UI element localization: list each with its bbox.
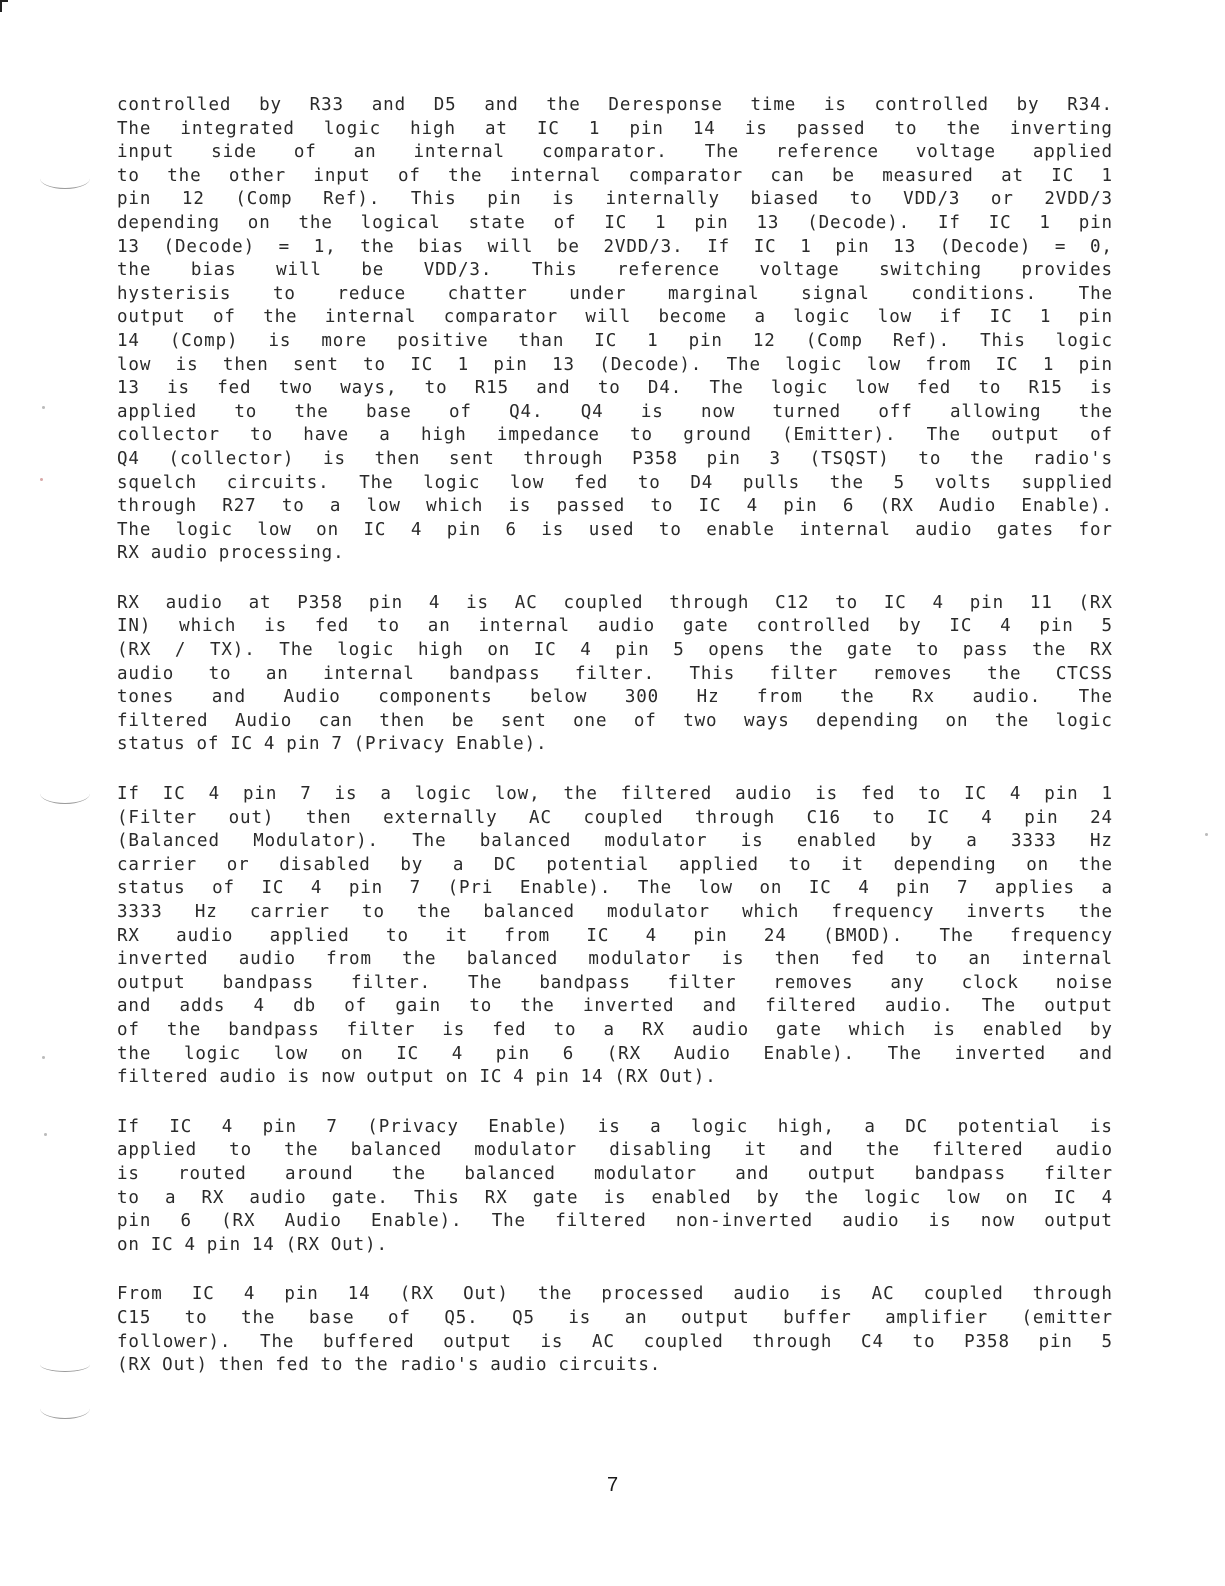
text-line: the logic low on IC 4 pin 6 (RX Audio Enable). The inverted and [117, 1043, 1113, 1064]
text-line: to the other input of the internal comparator can be measured at IC 1 [117, 165, 1113, 186]
text-line: depending on the logical state of IC 1 pin 13 (Decode). If IC 1 pin [117, 212, 1113, 233]
text-line: RX audio processing. [117, 543, 345, 564]
text-line: audio to an internal bandpass filter. This filter removes the CTCSS [117, 663, 1113, 684]
text-line: and adds 4 db of gain to the inverted and filtered audio. The output [117, 996, 1113, 1017]
page-number: 7 [606, 1474, 619, 1496]
paragraph [117, 94, 1113, 566]
text-line: 13 (Decode) = 1, the bias will be 2VDD/3. If IC 1 pin 13 (Decode) = 0, [117, 236, 1113, 257]
text-line: output bandpass filter. The bandpass filter removes any clock noise [117, 972, 1113, 993]
text-line: C15 to the base of Q5. Q5 is an output buffer amplifier (emitter [117, 1307, 1113, 1328]
text-line: is routed around the balanced modulator and output bandpass filter [117, 1163, 1113, 1184]
text-line: 3333 Hz carrier to the balanced modulator which frequency inverts the [117, 902, 1113, 922]
text-line: through R27 to a low which is passed to IC 4 pin 6 (RX Audio Enable). [117, 496, 1113, 517]
paragraph [117, 592, 1113, 757]
text-line: (Balanced Modulator). The balanced modulator is enabled by a 3333 Hz [117, 831, 1113, 852]
text-line: controlled by R33 and D5 and the Deresponse time is controlled by R34. [117, 95, 1113, 115]
text-line: pin 6 (RX Audio Enable). The filtered non-inverted audio is now output [117, 1211, 1113, 1232]
text-line: IN) which is fed to an internal audio gate controlled by IC 4 pin 5 [117, 616, 1113, 637]
binder-hole-mark [40, 1357, 90, 1372]
text-line: carrier or disabled by a DC potential applied to it depending on the [117, 854, 1113, 875]
text-line: pin 12 (Comp Ref). This pin is internally biased to VDD/3 or 2VDD/3 [117, 189, 1113, 210]
text-line: If IC 4 pin 7 (Privacy Enable) is a logic high, a DC potential is [117, 1116, 1113, 1137]
scan-corner-mark [0, 0, 8, 12]
text-line: of the bandpass filter is fed to a RX audio gate which is enabled by [117, 1019, 1113, 1040]
binder-hole-mark [40, 168, 90, 189]
text-line: collector to have a high impedance to ground (Emitter). The output of [117, 425, 1113, 446]
text-line: If IC 4 pin 7 is a logic low, the filtered audio is fed to IC 4 pin 1 [117, 784, 1113, 805]
scan-speck [44, 1133, 47, 1136]
binder-hole-mark [40, 783, 90, 804]
text-line: squelch circuits. The logic low fed to D4 pulls the 5 volts supplied [117, 472, 1113, 493]
paragraph [117, 783, 1113, 1090]
scan-speck [42, 406, 45, 409]
scan-speck [1205, 833, 1208, 836]
text-line: to a RX audio gate. This RX gate is enabled by the logic low on IC 4 [117, 1187, 1113, 1208]
text-line: status of IC 4 pin 7 (Privacy Enable). [117, 734, 548, 755]
text-line: RX audio applied to it from IC 4 pin 24 (BMOD). The frequency [117, 925, 1113, 946]
text-line: filtered audio is now output on IC 4 pin 14 (RX Out). [117, 1067, 717, 1088]
text-line: 14 (Comp) is more positive than IC 1 pin 12 (Comp Ref). This logic [117, 330, 1113, 351]
text-line: applied to the base of Q4. Q4 is now turned off allowing the [117, 401, 1113, 422]
text-line: From IC 4 pin 14 (RX Out) the processed audio is AC coupled through [117, 1284, 1113, 1305]
paragraph [117, 1116, 1113, 1258]
text-line: The logic low on IC 4 pin 6 is used to enable internal audio gates for [117, 519, 1113, 540]
text-line: output of the internal comparator will become a logic low if IC 1 pin [117, 307, 1113, 328]
text-line: low is then sent to IC 1 pin 13 (Decode). The logic low from IC 1 pin [117, 354, 1113, 375]
text-line: hysterisis to reduce chatter under marginal signal conditions. The [117, 283, 1113, 304]
text-line: tones and Audio components below 300 Hz from the Rx audio. The [117, 687, 1113, 708]
binder-hole-mark [40, 1398, 90, 1419]
text-line: RX audio at P358 pin 4 is AC coupled through C12 to IC 4 pin 11 (RX [117, 592, 1113, 613]
text-line: status of IC 4 pin 7 (Pri Enable). The low on IC 4 pin 7 applies a [117, 878, 1113, 899]
text-line: on IC 4 pin 14 (RX Out). [117, 1234, 388, 1255]
text-line: the bias will be VDD/3. This reference voltage switching provides [117, 260, 1113, 281]
text-line: The integrated logic high at IC 1 pin 14 is passed to the inverting [117, 118, 1113, 139]
scan-speck [42, 1056, 45, 1059]
text-line: (RX / TX). The logic high on IC 4 pin 5 opens the gate to pass the RX [117, 640, 1113, 661]
text-line: (RX Out) then fed to the radio's audio circuits. [117, 1355, 662, 1376]
text-line: follower). The buffered output is AC coupled through C4 to P358 pin 5 [117, 1331, 1113, 1352]
text-line: filtered Audio can then be sent one of two ways depending on the logic [117, 710, 1113, 731]
text-line: input side of an internal comparator. The reference voltage applied [117, 142, 1113, 163]
scan-speck [40, 478, 43, 481]
text-line: applied to the balanced modulator disabling it and the filtered audio [117, 1140, 1113, 1161]
text-line: 13 is fed two ways, to R15 and to D4. The logic low fed to R15 is [117, 378, 1113, 399]
text-line: Q4 (collector) is then sent through P358 pin 3 (TSQST) to the radio's [117, 448, 1113, 469]
text-line: (Filter out) then externally AC coupled through C16 to IC 4 pin 24 [117, 807, 1113, 828]
text-line: inverted audio from the balanced modulator is then fed to an internal [117, 949, 1113, 970]
body-text [117, 94, 1113, 1404]
paragraph [117, 1283, 1113, 1377]
